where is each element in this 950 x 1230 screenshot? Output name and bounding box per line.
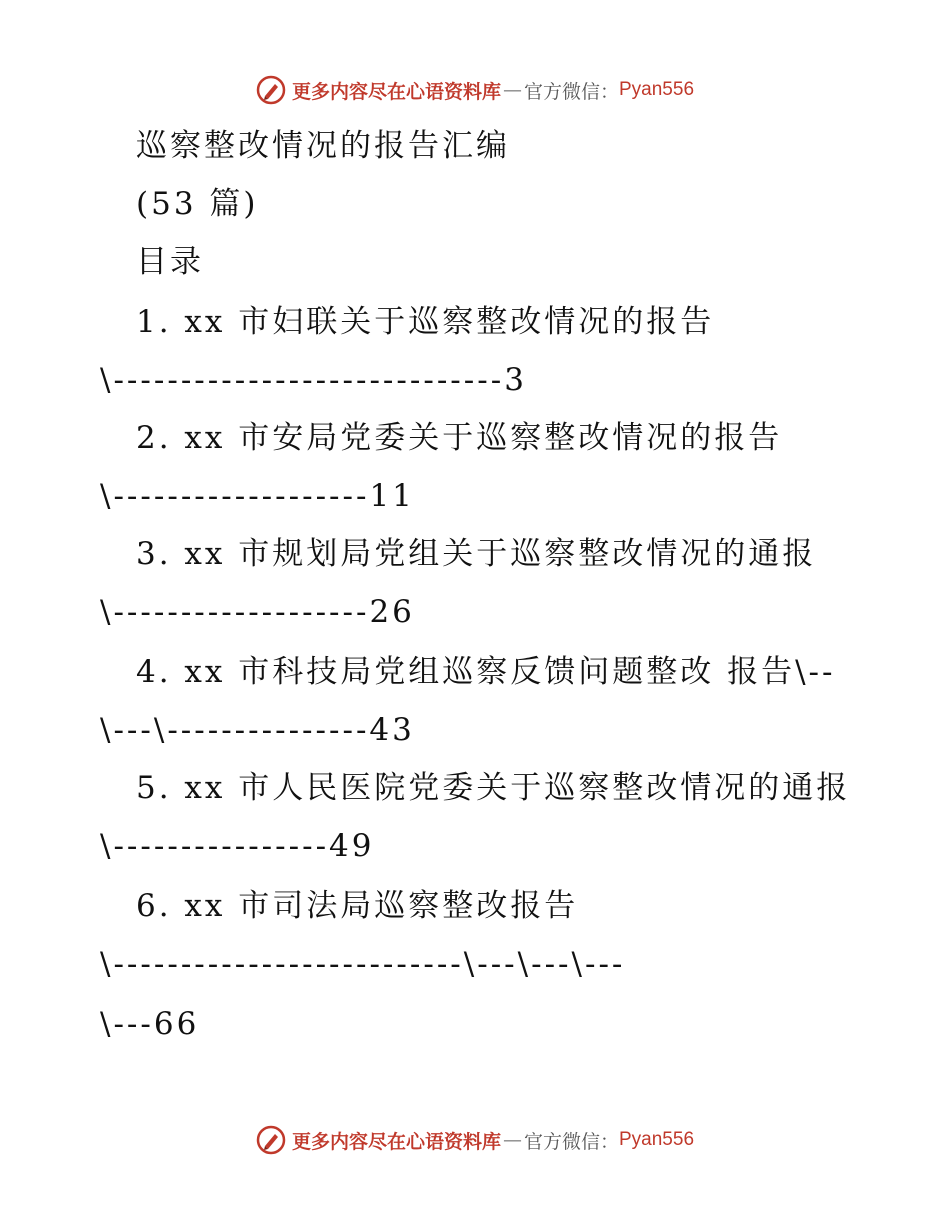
toc-leader-1: \-----------------------------3 — [100, 362, 527, 398]
toc-entry-4[interactable]: 4. xx 市科技局党组巡察反馈问题整改 报告\-- — [136, 654, 836, 690]
toc-entry-5[interactable]: 5. xx 市人民医院党委关于巡察整改情况的通报 — [136, 770, 851, 806]
watermark-wechat-id: Pyan556 — [619, 1129, 695, 1150]
watermark-sub-text: 官方微信： — [523, 1130, 619, 1153]
pen-logo-icon — [256, 75, 286, 105]
toc-leader-6a: \--------------------------\---\---\--- — [100, 946, 626, 982]
watermark-main-text: 更多内容尽在心语资料库 — [291, 1130, 501, 1153]
watermark-wechat-id: Pyan556 — [619, 79, 695, 100]
toc-entry-2[interactable]: 2. xx 市安局党委关于巡察整改情况的报告 — [136, 420, 783, 456]
toc-entry-6[interactable]: 6. xx 市司法局巡察整改报告 — [136, 888, 579, 924]
watermark-sub-text: 官方微信： — [523, 80, 619, 103]
document-count: (53 篇) — [136, 186, 259, 222]
watermark-main-text: 更多内容尽在心语资料库 — [291, 80, 501, 103]
pen-logo-icon — [256, 1125, 286, 1155]
toc-entry-1[interactable]: 1. xx 市妇联关于巡察整改情况的报告 — [136, 304, 715, 340]
footer-watermark — [0, 1120, 950, 1160]
toc-leader-4: \---\---------------43 — [100, 712, 415, 748]
toc-heading: 目录 — [136, 244, 204, 280]
toc-leader-5: \----------------49 — [100, 828, 375, 864]
toc-leader-2: \-------------------11 — [100, 478, 415, 514]
watermark-dash: — — [502, 79, 522, 101]
toc-entry-3[interactable]: 3. xx 市规划局党组关于巡察整改情况的通报 — [136, 536, 817, 572]
header-watermark — [0, 70, 950, 110]
watermark-dash: — — [502, 1129, 522, 1151]
toc-leader-3: \-------------------26 — [100, 594, 415, 630]
document-title: 巡察整改情况的报告汇编 — [136, 128, 510, 164]
toc-leader-6b: \---66 — [100, 1006, 200, 1042]
